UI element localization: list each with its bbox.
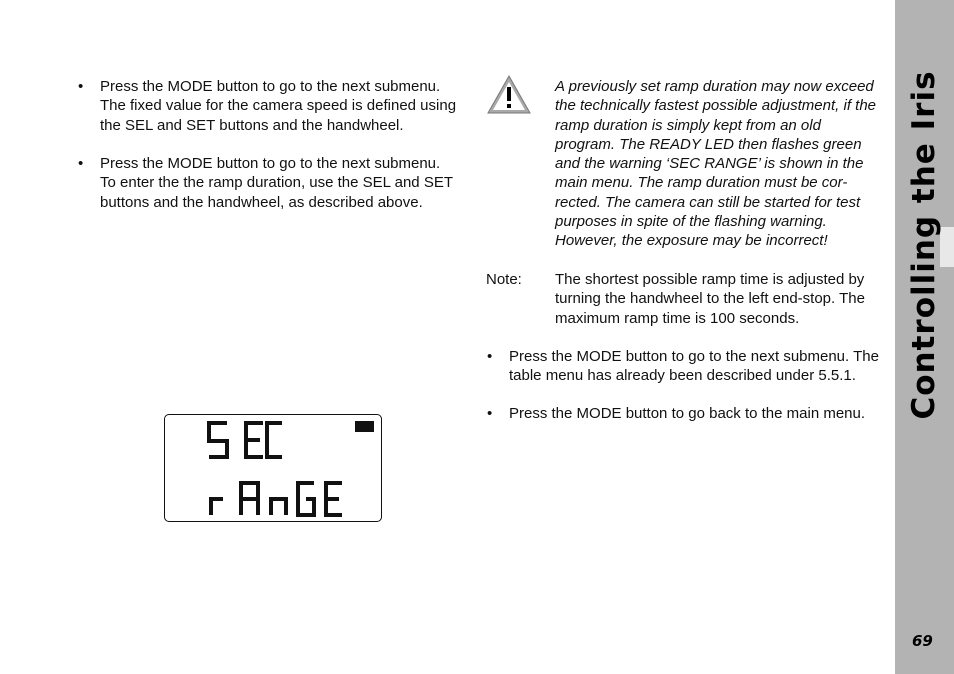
text-line: and the warning ‘SEC RANGE’ is shown in the [555, 155, 864, 173]
text-line: table menu has already been described under 5.5.1. [509, 367, 856, 385]
lcd-indicator-block [355, 421, 374, 432]
chapter-tab-marker [940, 227, 954, 267]
text-line: ramp duration is simply kept from an old [555, 116, 821, 134]
lcd-line1-segments [209, 423, 282, 457]
bullet-marker: • [487, 348, 493, 365]
note-label: Note: [486, 271, 522, 288]
warning-text [555, 77, 885, 251]
chapter-title: Controlling the Iris [906, 70, 942, 420]
text-line: main menu. The ramp duration must be cor- [555, 174, 848, 192]
text-line: Press the MODE button to go to the next submenu. [100, 155, 441, 172]
text-line: However, the exposure may be incorrect! [555, 232, 828, 250]
bullet-marker: • [487, 405, 493, 422]
lcd-line2-segments [211, 483, 342, 515]
bullet-marker: • [78, 155, 84, 172]
warning-triangle-icon [486, 73, 532, 115]
text-line: maximum ramp time is 100 seconds. [555, 309, 800, 327]
text-line: rected. The camera can still be started for test [555, 193, 861, 211]
bullet-marker: • [78, 78, 84, 95]
text-line: purposes in spite of the flashing warning. [555, 213, 827, 231]
text-line: Press the MODE button to go back to the main menu. [509, 405, 866, 422]
lcd-display [164, 414, 382, 522]
text-line: The shortest possible ramp time is adjusted by [555, 271, 865, 288]
text-line: the technically fastest possible adjustment, if the [555, 97, 877, 115]
text-line: The fixed value for the camera speed is defined using [100, 97, 457, 115]
text-line: Press the MODE button to go to the next submenu. The [509, 348, 879, 365]
text-line: To enter the the ramp duration, use the SEL and SET [100, 174, 453, 192]
text-line: program. The READY LED then flashes green [555, 135, 862, 153]
lcd-segment-graphic [165, 415, 381, 521]
text-line: Press the MODE button to go to the next submenu. [100, 78, 441, 95]
text-line: turning the handwheel to the left end-stop. The [555, 290, 865, 308]
text-line: the SEL and SET buttons and the handwheel. [100, 116, 404, 134]
text-line: buttons and the handwheel, as described above. [100, 193, 423, 211]
page-number: 69 [912, 632, 933, 650]
note-text [555, 270, 885, 328]
text-line: A previously set ramp duration may now exceed [555, 78, 874, 95]
